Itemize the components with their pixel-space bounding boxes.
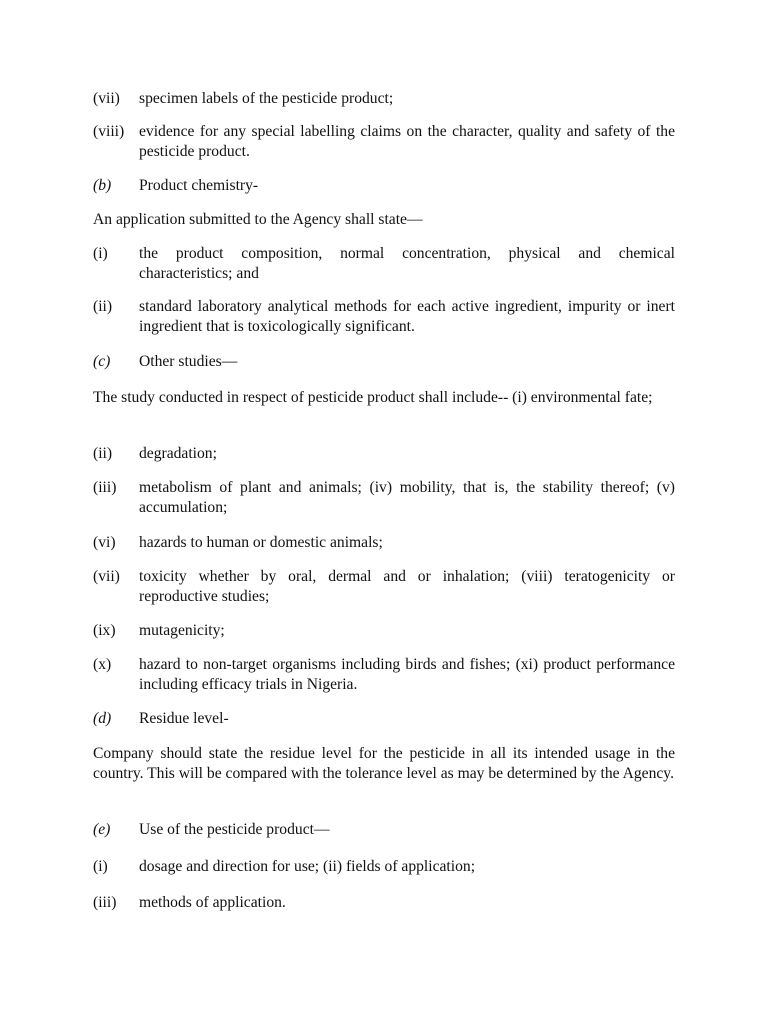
list-marker: (ii) [93, 298, 113, 315]
list-item-text: mutagenicity; [139, 622, 225, 639]
list-item-text: hazard to non-target organisms including birds and fishes; (xi) product performance including efficacy trials in Nigeria. [139, 656, 675, 693]
section-marker: (b) [93, 177, 112, 194]
list-item-text: standard laboratory analytical methods for each active ingredient, impurity or inert ingredient that is toxicologically significant. [139, 298, 675, 335]
list-item-i-product-composition [93, 244, 675, 284]
section-marker: (d) [93, 710, 112, 727]
list-item-text: degradation; [139, 445, 217, 462]
list-marker: (vi) [93, 534, 116, 551]
list-marker: (x) [93, 656, 112, 673]
list-item-text: toxicity whether by oral, dermal and or inhalation; (viii) teratogenicity or reproductive studies; [139, 568, 675, 605]
section-heading-text: Product chemistry- [139, 177, 259, 194]
section-heading-text: Residue level- [139, 710, 229, 727]
list-marker: (iii) [93, 894, 117, 911]
list-item-i-dosage [93, 857, 675, 877]
list-item-iii-methods-of-application [93, 893, 675, 913]
list-marker: (i) [93, 245, 108, 262]
section-heading-e-use-of-product [93, 820, 675, 840]
list-marker: (i) [93, 858, 108, 875]
paragraph-study-conducted: The study conducted in respect of pesticide product shall include-- (i) environmental fate; [93, 389, 653, 406]
list-item-ii-degradation [93, 444, 675, 464]
list-item-text: the product composition, normal concentration, physical and chemical characteristics; and [139, 245, 675, 282]
list-item-text: hazards to human or domestic animals; [139, 534, 383, 551]
list-item-vii-specimen-labels [93, 89, 675, 109]
list-item-text: methods of application. [139, 894, 286, 911]
section-marker: (c) [93, 353, 111, 370]
section-heading-d-residue-level [93, 709, 675, 729]
list-item-text: specimen labels of the pesticide product; [139, 90, 394, 107]
list-item-ii-analytical-methods [93, 297, 675, 337]
list-marker: (vii) [93, 90, 120, 107]
list-marker: (ii) [93, 445, 113, 462]
list-item-viii-labelling-claims [93, 122, 675, 162]
section-heading-text: Use of the pesticide product— [139, 821, 330, 838]
paragraph-residue-statement: Company should state the residue level for the pesticide in all its intended usage in the country. This will be compared with the tolerance level as may be determined by the Agency. [93, 745, 675, 782]
section-heading-c-other-studies [93, 352, 675, 372]
list-item-ix-mutagenicity [93, 621, 675, 641]
list-marker: (iii) [93, 479, 117, 496]
list-item-iii-metabolism [93, 478, 675, 518]
list-item-text: dosage and direction for use; (ii) fields of application; [139, 858, 476, 875]
list-marker: (viii) [93, 123, 125, 140]
list-item-vii-toxicity [93, 567, 675, 607]
section-marker: (e) [93, 821, 111, 838]
section-heading-text: Other studies— [139, 353, 238, 370]
list-item-x-non-target-hazard [93, 655, 675, 695]
list-item-vi-hazards [93, 533, 675, 553]
list-marker: (vii) [93, 568, 120, 585]
list-item-text: metabolism of plant and animals; (iv) mobility, that is, the stability thereof; (v) accumulation; [139, 479, 675, 516]
paragraph-application-statement: An application submitted to the Agency shall state— [93, 211, 423, 228]
list-marker: (ix) [93, 622, 116, 639]
section-heading-b-product-chemistry [93, 176, 675, 196]
list-item-text: evidence for any special labelling claims on the character, quality and safety of the pesticide product. [139, 123, 675, 160]
